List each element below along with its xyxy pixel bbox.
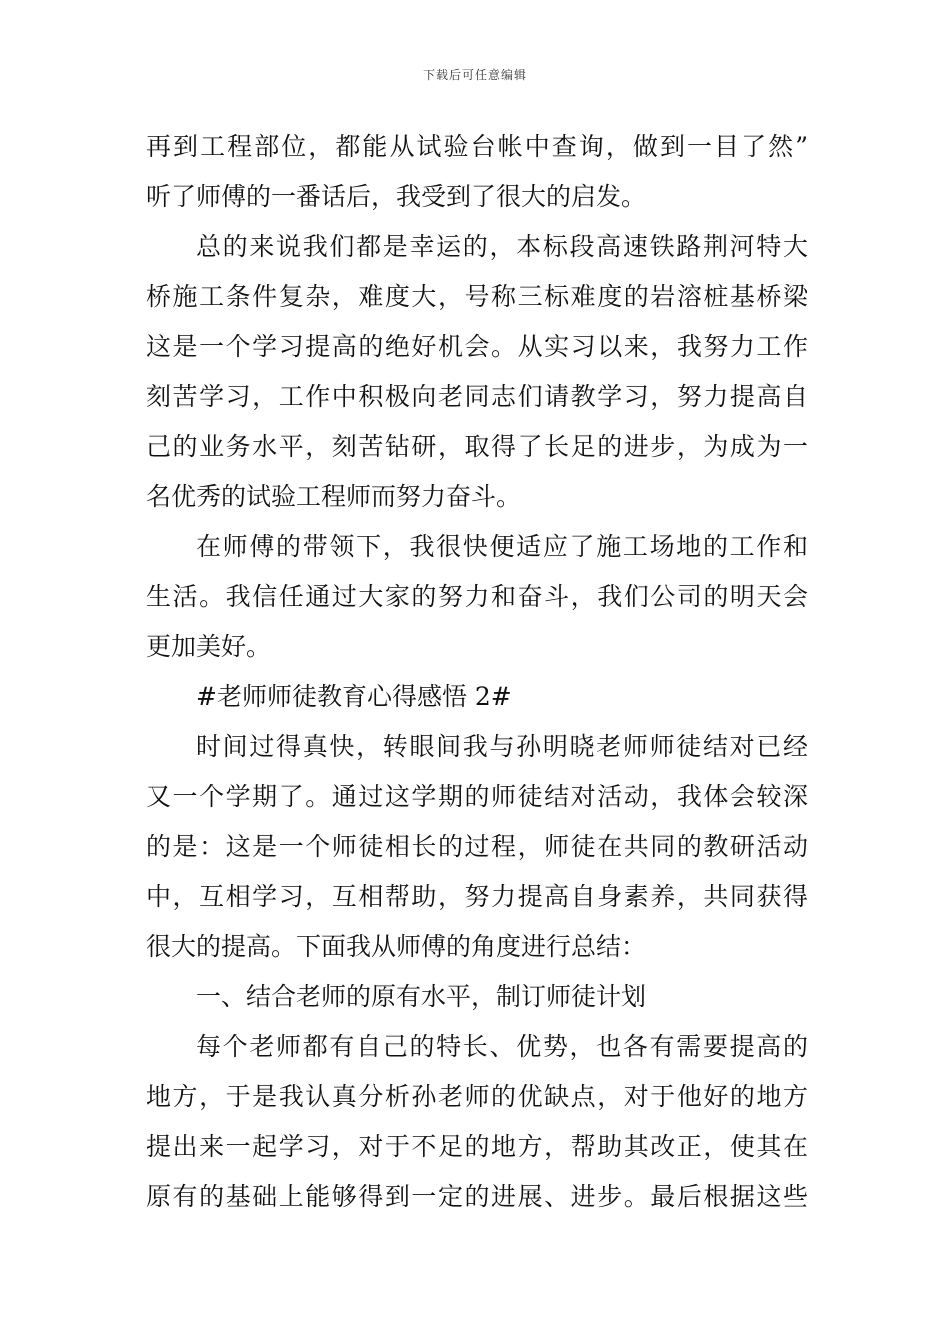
- download-note: 下载后可任意编辑: [422, 68, 527, 82]
- text-line: 又一个学期了。通过这学期的师徒结对活动，我体会较深: [146, 782, 808, 811]
- text-line: 每个老师都有自己的特长、优势，也各有需要提高的: [196, 1032, 808, 1061]
- text-line: 在师傅的带领下，我很快便适应了施工场地的工作和: [196, 532, 808, 561]
- section-heading: #老师师徒教育心得感悟 2#: [196, 682, 512, 711]
- text-line: 原有的基础上能够得到一定的进展、进步。最后根据这些: [146, 1182, 808, 1211]
- text-line: 总的来说我们都是幸运的，本标段高速铁路荆河特大: [196, 232, 808, 261]
- text-line: 再到工程部位，都能从试验台帐中查询，做到一目了然”: [146, 132, 808, 161]
- subsection-heading: 一、结合老师的原有水平，制订师徒计划: [196, 982, 647, 1011]
- text-line: 听了师傅的一番话后，我受到了很大的启发。: [146, 182, 647, 211]
- text-line: 很大的提高。下面我从师傅的角度进行总结：: [146, 932, 647, 961]
- text-line: 己的业务水平，刻苦钻研，取得了长足的进步，为成为一: [146, 432, 808, 461]
- text-line: 更加美好。: [146, 632, 272, 661]
- text-line: 时间过得真快，转眼间我与孙明晓老师师徒结对已经: [196, 732, 808, 761]
- text-line: 生活。我信任通过大家的努力和奋斗，我们公司的明天会: [146, 582, 808, 611]
- text-line: 名优秀的试验工程师而努力奋斗。: [146, 482, 522, 511]
- text-line: 这是一个学习提高的绝好机会。从实习以来，我努力工作: [146, 332, 808, 361]
- text-line: 中，互相学习，互相帮助，努力提高自身素养，共同获得: [146, 882, 808, 911]
- text-line: 的是：这是一个师徒相长的过程，师徒在共同的教研活动: [146, 832, 808, 861]
- text-line: 刻苦学习，工作中积极向老同志们请教学习，努力提高自: [146, 382, 808, 411]
- text-line: 桥施工条件复杂，难度大，号称三标难度的岩溶桩基桥梁: [146, 282, 808, 311]
- text-line: 地方，于是我认真分析孙老师的优缺点，对于他好的地方: [146, 1082, 808, 1111]
- document-body: [146, 122, 808, 1222]
- text-line: 提出来一起学习，对于不足的地方，帮助其改正，使其在: [146, 1132, 808, 1161]
